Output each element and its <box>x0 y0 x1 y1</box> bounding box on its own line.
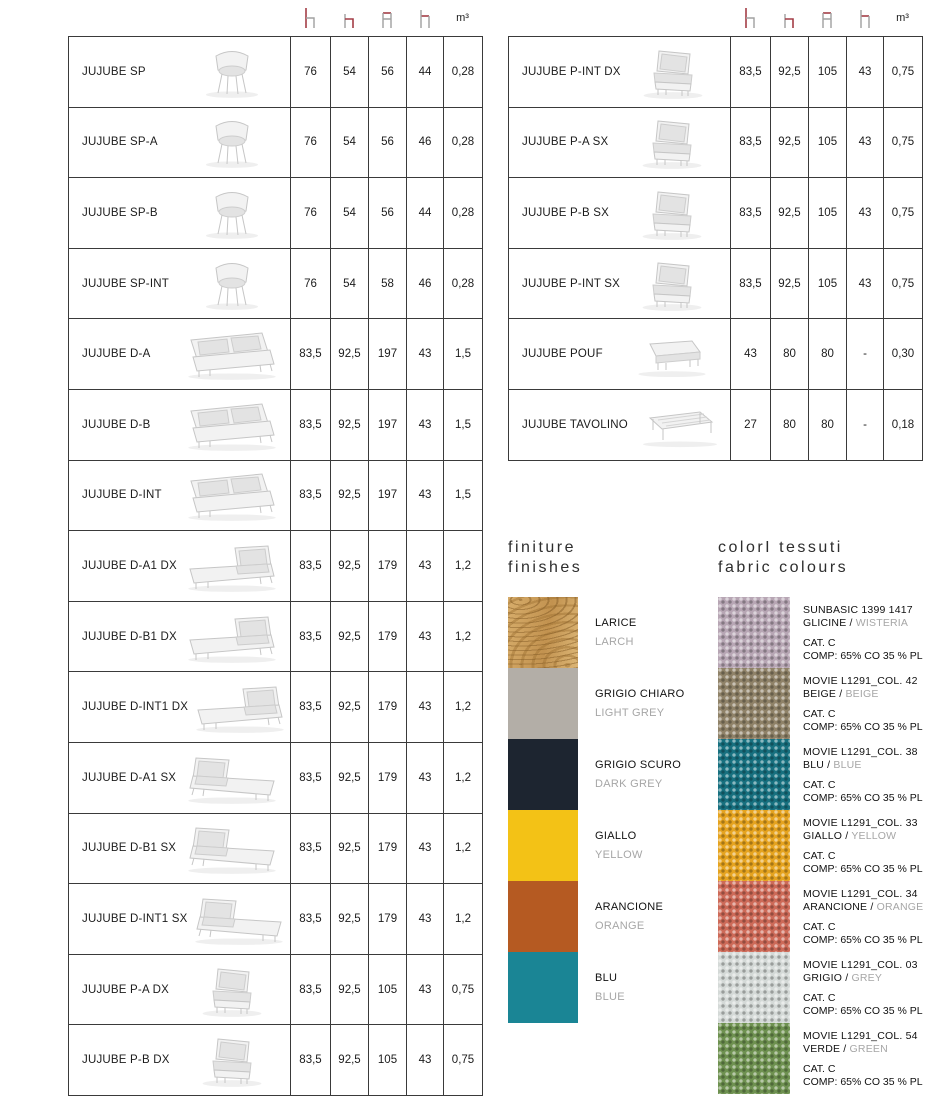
dimension-value: 43 <box>407 814 444 885</box>
dimension-value: 44 <box>407 37 444 108</box>
fabric-category: CAT. C <box>803 708 836 720</box>
fabric-code: MOVIE L1291_COL. 42 <box>803 675 918 687</box>
product-name: JUJUBE D-INT1 SX <box>82 912 188 925</box>
table-row-name-cell <box>69 884 291 955</box>
fabric-swatch <box>718 668 790 739</box>
product-name: JUJUBE P-B SX <box>522 206 609 219</box>
chaise-sx-image <box>187 892 291 946</box>
fabric-name-en: ORANGE <box>876 901 924 913</box>
product-name: JUJUBE POUF <box>522 348 603 361</box>
dimension-value: 83,5 <box>291 461 331 532</box>
dimension-value: 54 <box>331 37 369 108</box>
dimension-value: 1,2 <box>444 884 483 955</box>
dimension-value: 92,5 <box>331 1025 369 1096</box>
table-row-name-cell <box>509 108 731 179</box>
table-row-name-cell <box>69 531 291 602</box>
fabric-composition: COMP: 65% CO 35 % PL <box>803 863 923 875</box>
armchair-image <box>180 1032 284 1088</box>
fabric-label <box>803 597 929 668</box>
finish-name-it: BLU <box>595 972 618 984</box>
dimension-value: 83,5 <box>291 319 331 390</box>
dimension-value: 76 <box>291 37 331 108</box>
armchair-image <box>180 962 284 1018</box>
right-spec-table <box>508 36 923 461</box>
product-name: JUJUBE D-B1 SX <box>82 842 177 855</box>
dimension-value: 58 <box>369 249 407 320</box>
dimension-value: 43 <box>407 461 444 532</box>
fabric-category: CAT. C <box>803 779 836 791</box>
dimension-value: 92,5 <box>331 672 369 743</box>
dimension-value: 0,75 <box>884 108 923 179</box>
finish-item <box>508 597 728 668</box>
product-name: JUJUBE TAVOLINO <box>522 418 628 431</box>
chaise-dx-image <box>180 539 284 593</box>
dimension-value: 1,2 <box>444 743 483 814</box>
fabric-composition: COMP: 65% CO 35 % PL <box>803 792 923 804</box>
product-name: JUJUBE P-A SX <box>522 136 609 149</box>
fabric-swatch <box>718 881 790 952</box>
product-name: JUJUBE P-INT DX <box>522 65 621 78</box>
fabric-swatch <box>718 952 790 1023</box>
fabric-label <box>803 668 929 739</box>
dimension-value: 105 <box>809 178 847 249</box>
dimension-value: 179 <box>369 814 407 885</box>
dimension-value: 0,75 <box>444 955 483 1026</box>
dimension-value: 43 <box>407 955 444 1026</box>
fabric-composition: COMP: 65% CO 35 % PL <box>803 1076 923 1088</box>
fabric-label <box>803 1023 929 1094</box>
dimension-value: 43 <box>407 672 444 743</box>
width-icon <box>808 2 846 34</box>
dimension-value: 105 <box>369 1025 407 1096</box>
left-dimension-header <box>68 2 482 34</box>
seat-height-icon <box>330 2 368 34</box>
table-row-name-cell <box>69 1025 291 1096</box>
dimension-value: 92,5 <box>331 602 369 673</box>
fabric-swatch <box>718 1023 790 1094</box>
fabric-code: MOVIE L1291_COL. 38 <box>803 746 918 758</box>
dimension-value: 92,5 <box>331 743 369 814</box>
fabric-code: MOVIE L1291_COL. 33 <box>803 817 918 829</box>
dimension-value: 43 <box>407 319 444 390</box>
table-row-name-cell <box>509 178 731 249</box>
product-name: JUJUBE D-INT1 DX <box>82 701 189 714</box>
dimension-value: 44 <box>407 178 444 249</box>
dimension-value: 92,5 <box>331 319 369 390</box>
dimension-value: 43 <box>847 108 884 179</box>
fabric-label <box>803 739 929 810</box>
fabric-label <box>803 952 929 1023</box>
product-name: JUJUBE SP <box>82 65 146 78</box>
fabric-label <box>803 810 929 881</box>
dimension-value: 0,75 <box>884 249 923 320</box>
dimension-value: 197 <box>369 461 407 532</box>
dimension-value: 54 <box>331 108 369 179</box>
finishes-heading-en: finishes <box>508 559 583 576</box>
total-height-icon <box>290 2 330 34</box>
dimension-value: 83,5 <box>291 390 331 461</box>
finish-label <box>595 739 705 810</box>
fabric-item <box>718 597 929 668</box>
chaise-sx-image <box>180 751 284 805</box>
table-row-name-cell <box>69 319 291 390</box>
table-row-name-cell <box>509 249 731 320</box>
dimension-value: - <box>847 319 884 390</box>
product-name: JUJUBE D-B <box>82 418 151 431</box>
dimension-value: 1,2 <box>444 602 483 673</box>
dimension-value: 197 <box>369 319 407 390</box>
dimension-value: 179 <box>369 672 407 743</box>
product-name: JUJUBE SP-B <box>82 206 158 219</box>
product-name: JUJUBE D-A1 SX <box>82 771 177 784</box>
fabric-name-it: BEIGE <box>803 688 837 700</box>
dimension-value: 43 <box>407 884 444 955</box>
dimension-value: 83,5 <box>731 37 771 108</box>
dimension-value: 76 <box>291 249 331 320</box>
finish-label <box>595 810 705 881</box>
depth-icon <box>846 2 883 34</box>
fabric-composition: COMP: 65% CO 35 % PL <box>803 1005 923 1017</box>
finish-name-it: GRIGIO CHIARO <box>595 688 685 700</box>
finish-name-it: ARANCIONE <box>595 901 664 913</box>
fabric-names: GIALLO / YELLOW <box>803 830 897 842</box>
product-name: JUJUBE P-A DX <box>82 983 169 996</box>
fabric-code: MOVIE L1291_COL. 34 <box>803 888 918 900</box>
dimension-value: 0,28 <box>444 108 483 179</box>
dimension-value: 179 <box>369 602 407 673</box>
finish-name-it: GRIGIO SCURO <box>595 759 682 771</box>
table-row-name-cell <box>509 319 731 390</box>
table-row-name-cell <box>69 390 291 461</box>
dimension-value: 43 <box>847 178 884 249</box>
dimension-value: 92,5 <box>331 955 369 1026</box>
fabric-item <box>718 881 929 952</box>
dimension-value: 27 <box>731 390 771 461</box>
finish-name-it: LARICE <box>595 617 637 629</box>
sofa-image <box>180 468 284 522</box>
fabric-name-it: BLU <box>803 759 825 771</box>
volume-label: m³ <box>896 12 909 24</box>
fabric-name-it: GLICINE <box>803 617 847 629</box>
product-name: JUJUBE P-INT SX <box>522 277 620 290</box>
dimension-value: 83,5 <box>291 531 331 602</box>
dimension-value: 92,5 <box>771 178 809 249</box>
dimension-value: 105 <box>809 249 847 320</box>
dimension-value: 1,5 <box>444 461 483 532</box>
table-row-name-cell <box>69 743 291 814</box>
chair-image <box>180 186 284 240</box>
fabric-names: BLU / BLUE <box>803 759 862 771</box>
table-row-name-cell <box>69 37 291 108</box>
fabrics-heading-it: colorI tessuti <box>718 539 843 556</box>
dimension-value: - <box>847 390 884 461</box>
fabric-item <box>718 739 929 810</box>
fabrics-heading <box>718 538 848 578</box>
chair-image <box>180 45 284 99</box>
dimension-value: 92,5 <box>331 884 369 955</box>
product-name: JUJUBE D-A <box>82 348 151 361</box>
dimension-value: 92,5 <box>771 249 809 320</box>
finish-swatch <box>508 668 578 739</box>
fabric-category: CAT. C <box>803 637 836 649</box>
dimension-value: 43 <box>407 390 444 461</box>
depth-icon <box>406 2 443 34</box>
finish-item <box>508 739 728 810</box>
dimension-value: 43 <box>407 602 444 673</box>
dimension-value: 0,28 <box>444 178 483 249</box>
dimension-value: 0,28 <box>444 37 483 108</box>
fabric-swatch <box>718 597 790 668</box>
table-row-name-cell <box>69 108 291 179</box>
dimension-value: 83,5 <box>291 814 331 885</box>
finishes-heading-it: finiture <box>508 539 577 556</box>
finish-item <box>508 810 728 881</box>
chaise-dx-image <box>180 610 284 664</box>
dimension-value: 92,5 <box>771 108 809 179</box>
dimension-value: 83,5 <box>291 602 331 673</box>
table-row-name-cell <box>69 814 291 885</box>
finish-item <box>508 952 728 1023</box>
dimension-value: 83,5 <box>731 108 771 179</box>
sofa-image <box>180 398 284 452</box>
table-row-name-cell <box>509 390 731 461</box>
dimension-value: 92,5 <box>331 390 369 461</box>
chair-image <box>180 257 284 311</box>
fabric-category: CAT. C <box>803 850 836 862</box>
right-dimension-header <box>508 2 922 34</box>
product-name: JUJUBE D-A1 DX <box>82 559 177 572</box>
fabric-name-en: GREY <box>851 972 883 984</box>
fabric-code: MOVIE L1291_COL. 54 <box>803 1030 918 1042</box>
dimension-value: 54 <box>331 178 369 249</box>
fabric-name-en: YELLOW <box>851 830 897 842</box>
dimension-value: 83,5 <box>291 672 331 743</box>
total-height-icon <box>730 2 770 34</box>
chaise-dx-image <box>188 680 292 734</box>
product-name: JUJUBE SP-A <box>82 136 158 149</box>
dimension-value: 1,2 <box>444 814 483 885</box>
dimension-value: 83,5 <box>291 743 331 814</box>
armchair-image <box>621 44 725 100</box>
armchair-image <box>620 185 724 241</box>
fabric-item <box>718 810 929 881</box>
dimension-value: 0,75 <box>444 1025 483 1096</box>
chair-image <box>180 115 284 169</box>
product-name: JUJUBE D-INT <box>82 489 162 502</box>
sofa-image <box>180 327 284 381</box>
dimension-value: 43 <box>407 743 444 814</box>
fabric-composition: COMP: 65% CO 35 % PL <box>803 934 923 946</box>
dimension-value: 179 <box>369 884 407 955</box>
fabric-names: VERDE / GREEN <box>803 1043 888 1055</box>
finish-item <box>508 881 728 952</box>
dimension-value: 179 <box>369 531 407 602</box>
dimension-value: 1,2 <box>444 672 483 743</box>
dimension-value: 0,75 <box>884 37 923 108</box>
dimension-value: 0,28 <box>444 249 483 320</box>
dimension-value: 105 <box>809 37 847 108</box>
dimension-value: 1,5 <box>444 390 483 461</box>
left-spec-table <box>68 36 483 1096</box>
finishes-heading <box>508 538 582 578</box>
dimension-value: 56 <box>369 108 407 179</box>
finish-name-en: DARK GREY <box>595 778 663 790</box>
finish-name-en: ORANGE <box>595 920 645 932</box>
dimension-value: 197 <box>369 390 407 461</box>
fabric-item <box>718 668 929 739</box>
fabric-composition: COMP: 65% CO 35 % PL <box>803 721 923 733</box>
dimension-value: 83,5 <box>291 1025 331 1096</box>
dimension-value: 105 <box>809 108 847 179</box>
dimension-value: 80 <box>809 319 847 390</box>
dimension-value: 83,5 <box>291 884 331 955</box>
dimension-value: 80 <box>771 390 809 461</box>
finish-swatch <box>508 810 578 881</box>
finish-swatch <box>508 597 578 668</box>
table-row-name-cell <box>509 37 731 108</box>
dimension-value: 179 <box>369 743 407 814</box>
fabric-category: CAT. C <box>803 921 836 933</box>
finish-name-en: YELLOW <box>595 849 643 861</box>
dimension-value: 80 <box>809 390 847 461</box>
fabric-names: ARANCIONE / ORANGE <box>803 901 924 913</box>
dimension-value: 43 <box>847 37 884 108</box>
finish-label <box>595 952 705 1023</box>
fabric-swatch <box>718 810 790 881</box>
product-name: JUJUBE SP-INT <box>82 277 169 290</box>
finish-swatch <box>508 952 578 1023</box>
product-name: JUJUBE D-B1 DX <box>82 630 177 643</box>
product-name: JUJUBE P-B DX <box>82 1054 170 1067</box>
dimension-value: 0,30 <box>884 319 923 390</box>
table-row-name-cell <box>69 955 291 1026</box>
dimension-value: 83,5 <box>731 249 771 320</box>
dimension-value: 43 <box>407 1025 444 1096</box>
finish-name-it: GIALLO <box>595 830 637 842</box>
dimension-value: 46 <box>407 249 444 320</box>
table-row-name-cell <box>69 602 291 673</box>
fabric-item <box>718 952 929 1023</box>
fabric-swatch <box>718 739 790 810</box>
width-icon <box>368 2 406 34</box>
dimension-value: 56 <box>369 178 407 249</box>
table-row-name-cell <box>69 178 291 249</box>
finish-item <box>508 668 728 739</box>
table-row-name-cell <box>69 461 291 532</box>
dimension-value: 0,75 <box>884 178 923 249</box>
dimension-value: 92,5 <box>771 37 809 108</box>
fabric-code: SUNBASIC 1399 1417 <box>803 604 913 616</box>
fabric-name-it: VERDE <box>803 1043 841 1055</box>
dimension-value: 92,5 <box>331 814 369 885</box>
finish-name-en: LARCH <box>595 636 634 648</box>
fabric-names: GRIGIO / GREY <box>803 972 883 984</box>
pouf-image <box>620 330 724 378</box>
table-row-name-cell <box>69 249 291 320</box>
dimension-value: 56 <box>369 37 407 108</box>
finish-name-en: LIGHT GREY <box>595 707 665 719</box>
fabric-name-it: ARANCIONE <box>803 901 868 913</box>
chaise-sx-image <box>180 821 284 875</box>
dimension-value: 76 <box>291 108 331 179</box>
finish-label <box>595 881 705 952</box>
armchair-image <box>620 114 724 170</box>
dimension-value: 0,18 <box>884 390 923 461</box>
dimension-value: 105 <box>369 955 407 1026</box>
dimension-value: 83,5 <box>731 178 771 249</box>
fabric-name-en: WISTERIA <box>855 617 909 629</box>
dimension-value: 92,5 <box>331 461 369 532</box>
dimension-value: 54 <box>331 249 369 320</box>
fabric-names: GLICINE / WISTERIA <box>803 617 909 629</box>
dimension-value: 76 <box>291 178 331 249</box>
finish-label <box>595 668 705 739</box>
dimension-value: 1,5 <box>444 319 483 390</box>
fabric-names: BEIGE / BEIGE <box>803 688 879 700</box>
fabrics-heading-en: fabric colours <box>718 559 849 576</box>
dimension-value: 92,5 <box>331 531 369 602</box>
dimension-value: 43 <box>731 319 771 390</box>
table-row-name-cell <box>69 672 291 743</box>
fabric-name-it: GIALLO <box>803 830 843 842</box>
fabric-category: CAT. C <box>803 992 836 1004</box>
fabric-item <box>718 1023 929 1094</box>
fabric-label <box>803 881 929 952</box>
finish-label <box>595 597 705 668</box>
fabric-name-it: GRIGIO <box>803 972 843 984</box>
fabric-code: MOVIE L1291_COL. 03 <box>803 959 918 971</box>
fabric-category: CAT. C <box>803 1063 836 1075</box>
armchair-image <box>620 256 724 312</box>
dimension-value: 80 <box>771 319 809 390</box>
dimension-value: 83,5 <box>291 955 331 1026</box>
dimension-value: 43 <box>407 531 444 602</box>
table-image <box>628 402 732 448</box>
fabric-name-en: GREEN <box>849 1043 888 1055</box>
volume-label: m³ <box>456 12 469 24</box>
dimension-value: 46 <box>407 108 444 179</box>
finish-name-en: BLUE <box>595 991 625 1003</box>
finish-swatch <box>508 881 578 952</box>
dimension-value: 43 <box>847 249 884 320</box>
fabric-composition: COMP: 65% CO 35 % PL <box>803 650 923 662</box>
finish-swatch <box>508 739 578 810</box>
fabric-name-en: BLUE <box>833 759 862 771</box>
fabric-name-en: BEIGE <box>845 688 879 700</box>
seat-height-icon <box>770 2 808 34</box>
dimension-value: 1,2 <box>444 531 483 602</box>
